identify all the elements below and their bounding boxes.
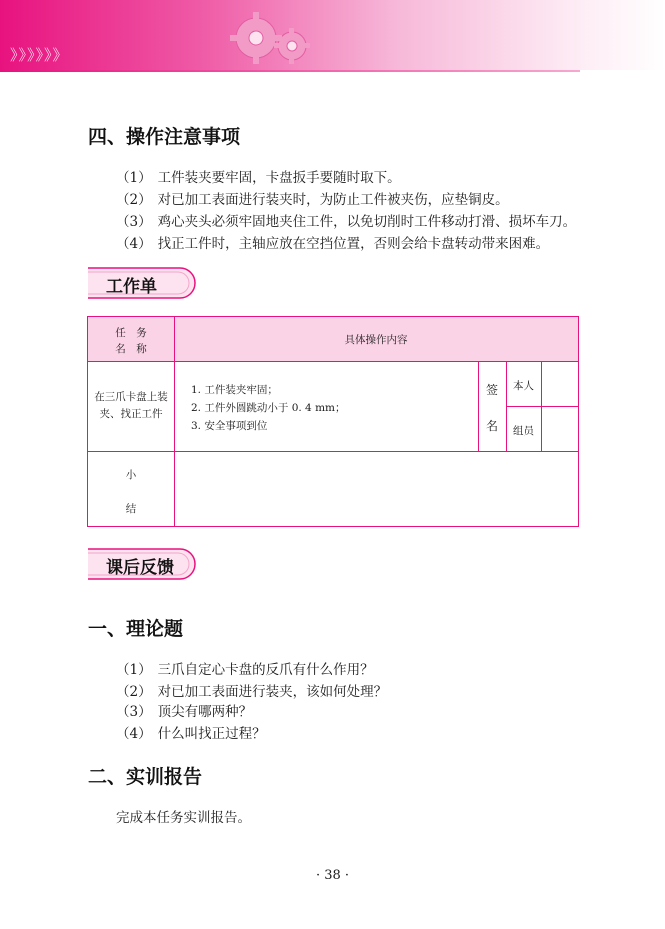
list-item: [116, 232, 549, 252]
list-item: [116, 188, 509, 208]
item-text: 工件装夹要牢固，卡盘扳手要随时取下。: [157, 170, 401, 186]
step-item: 3. 安全事项到位: [191, 420, 268, 432]
task-name: [88, 389, 174, 423]
task-name-line-1: 在三爪卡盘上装: [94, 391, 168, 403]
item-number: （4）: [116, 726, 152, 742]
feedback-title: 课后反馈: [106, 558, 174, 578]
item-number: （2）: [116, 192, 152, 208]
gears-icon: [226, 10, 326, 72]
item-number: （4）: [116, 236, 152, 252]
group-signature-field[interactable]: [542, 407, 578, 451]
item-text: 顶尖有哪两种？: [157, 704, 253, 720]
step-item: 2. 工件外圆跳动小于 0. 4 mm；: [191, 402, 346, 414]
section-title-theory: 一、理论题: [88, 618, 184, 640]
page-number: · 38 ·: [315, 868, 350, 883]
item-number: （3）: [116, 214, 152, 230]
item-text: 对已加工表面进行装夹，该如何处理？: [157, 684, 388, 700]
list-item: [116, 210, 576, 230]
step-item: 1. 工件装夹牢固；: [191, 384, 278, 396]
item-text: 三爪自定心卡盘的反爪有什么作用？: [157, 662, 374, 678]
sign-label-bottom: 名: [485, 419, 498, 433]
header-line-2: 名 称: [115, 343, 147, 355]
grid-line: [478, 361, 479, 451]
worksheet-table: [87, 316, 579, 527]
list-item: [116, 680, 387, 700]
item-number: （3）: [116, 704, 152, 720]
summary-label-bottom: 结: [125, 503, 137, 515]
section-title-report: 二、实训报告: [88, 766, 203, 788]
item-text: 什么叫找正过程？: [157, 726, 266, 742]
steps-list: [191, 381, 345, 435]
item-text: 对已加工表面进行装夹时，为防止工件被夹伤，应垫铜皮。: [157, 192, 509, 208]
self-signature-field[interactable]: [542, 362, 578, 406]
report-text: 完成本任务实训报告。: [116, 810, 251, 826]
section-title-precautions: 四、操作注意事项: [88, 126, 241, 148]
header-band: [0, 0, 665, 70]
item-number: （1）: [116, 170, 152, 186]
summary-label-top: 小: [125, 469, 137, 481]
item-number: （2）: [116, 684, 152, 700]
task-name-header: [88, 325, 174, 357]
sign-label-top: 签: [485, 383, 498, 397]
chevron-decoration-icon: 》》》》》》: [10, 46, 69, 64]
feedback-tab: [86, 547, 198, 581]
list-item: [116, 166, 401, 186]
grid-line: [88, 361, 578, 362]
list-item: [116, 722, 266, 742]
list-item: [116, 658, 374, 678]
header-line-1: 任 务: [115, 327, 147, 339]
task-name-line-2: 夹、找正工件: [99, 408, 163, 420]
item-text: 鸡心夹头必须牢固地夹住工件，以免切削时工件移动打滑、损坏车刀。: [157, 214, 577, 230]
content-header: 具体操作内容: [344, 334, 408, 346]
group-label: 组员: [513, 425, 534, 437]
item-number: （1）: [116, 662, 152, 678]
worksheet-tab: [86, 266, 198, 300]
summary-field[interactable]: [175, 452, 578, 526]
item-text: 找正工件时，主轴应放在空挡位置，否则会给卡盘转动带来困难。: [157, 236, 550, 252]
worksheet-title: 工作单: [106, 277, 157, 297]
self-label: 本人: [513, 380, 534, 392]
list-item: [116, 700, 252, 720]
